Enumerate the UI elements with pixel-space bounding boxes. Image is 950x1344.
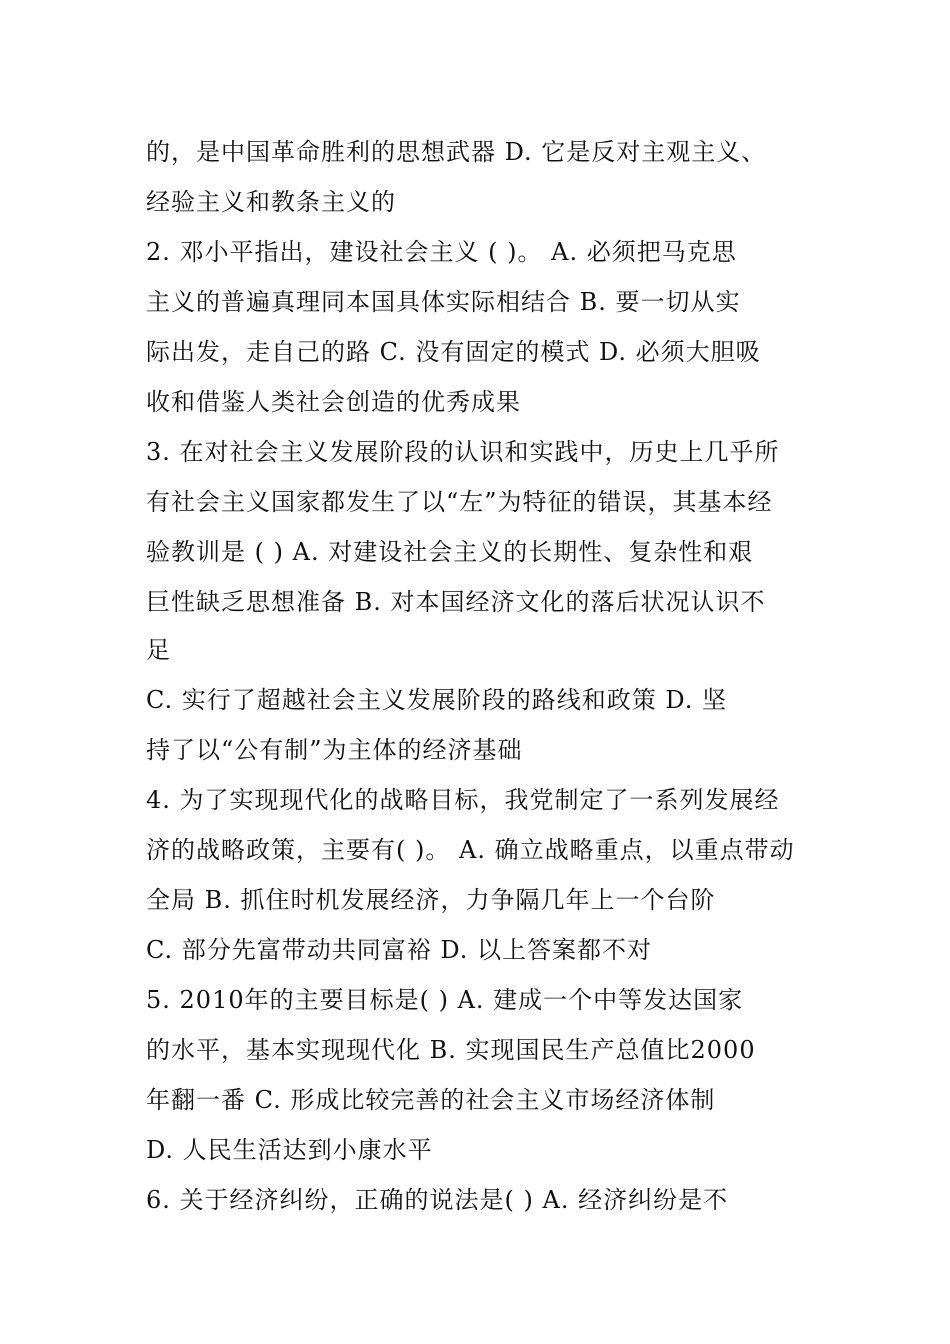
- text-line: 年翻一番 C. 形成比较完善的社会主义市场经济体制: [146, 1086, 716, 1114]
- question-6-line: 6. 关于经济纠纷，正确的说法是( ) A. 经济纠纷是不: [146, 1186, 729, 1214]
- text-line: 有社会主义国家都发生了以“左”为特征的错误，其基本经: [146, 488, 773, 516]
- text-line: 主义的普遍真理同本国具体实际相结合 B. 要一切从实: [146, 288, 741, 316]
- text-line: 全局 B. 抓住时机发展经济，力争隔几年上一个台阶: [146, 886, 716, 914]
- text-line: C. 部分先富带动共同富裕 D. 以上答案都不对: [146, 936, 653, 964]
- text-line: 际出发，走自己的路 C. 没有固定的模式 D. 必须大胆吸: [146, 338, 761, 366]
- text-line: C. 实行了超越社会主义发展阶段的路线和政策 D. 坚: [146, 686, 728, 714]
- question-4-line: 4. 为了实现现代化的战略目标，我党制定了一系列发展经: [146, 786, 780, 814]
- question-3-line: 3. 在对社会主义发展阶段的认识和实践中，历史上几乎所: [146, 438, 780, 466]
- text-line: 济的战略政策，主要有( )。 A. 确立战略重点，以重点带动: [146, 836, 795, 864]
- text-line: D. 人民生活达到小康水平: [146, 1136, 433, 1164]
- question-5-line: 5. 2010年的主要目标是( ) A. 建成一个中等发达国家: [146, 986, 744, 1014]
- question-2-line: 2. 邓小平指出，建设社会主义 ( )。 A. 必须把马克思: [146, 238, 737, 266]
- text-line: 的，是中国革命胜利的思想武器 D. 它是反对主观主义、: [146, 138, 767, 166]
- text-line: 验教训是 ( ) A. 对建设社会主义的长期性、复杂性和艰: [146, 538, 754, 566]
- text-line: 持了以“公有制”为主体的经济基础: [146, 736, 523, 764]
- text-line: 经验主义和教条主义的: [146, 188, 396, 216]
- text-line: 巨性缺乏思想准备 B. 对本国经济文化的落后状况认识不: [146, 588, 766, 616]
- text-line: 足: [146, 636, 171, 664]
- text-line: 的水平，基本实现现代化 B. 实现国民生产总值比2000: [146, 1036, 756, 1064]
- text-line: 收和借鉴人类社会创造的优秀成果: [146, 388, 521, 416]
